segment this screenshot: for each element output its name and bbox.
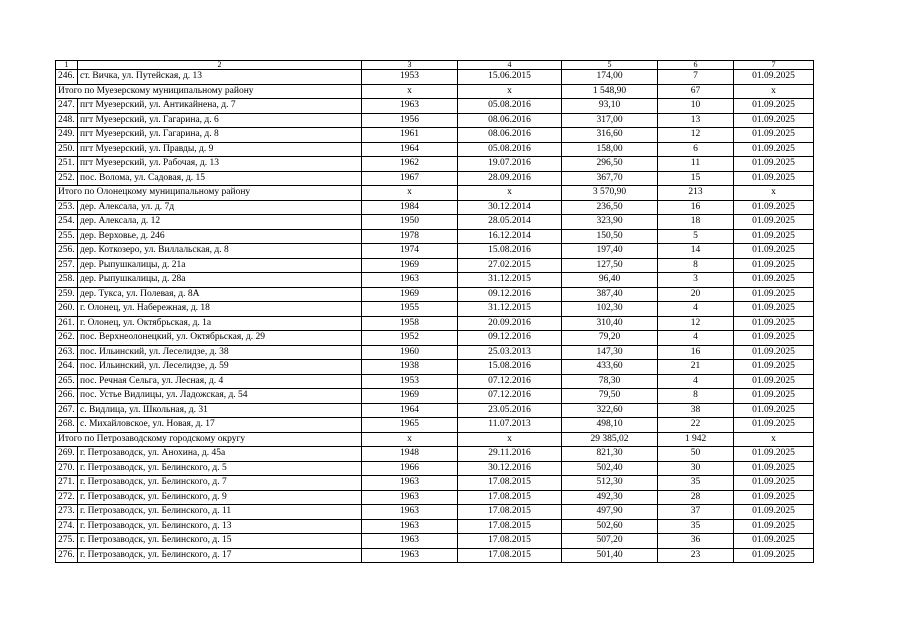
people-cell: 11	[658, 157, 734, 172]
row-number: 262.	[56, 331, 78, 346]
year-cell: 1965	[362, 418, 458, 433]
address-cell: ст. Вичка, ул. Путейская, д. 13	[78, 70, 362, 85]
area-cell: 79,50	[562, 389, 658, 404]
date-cell: 17.08.2015	[458, 548, 562, 563]
deadline-cell: 01.09.2025	[734, 360, 814, 375]
table-row	[56, 519, 814, 534]
deadline-cell: 01.09.2025	[734, 476, 814, 491]
deadline-cell: 01.09.2025	[734, 505, 814, 520]
deadline-cell: 01.09.2025	[734, 490, 814, 505]
deadline-cell: 01.09.2025	[734, 302, 814, 317]
table-row	[56, 316, 814, 331]
table-body	[56, 61, 814, 563]
people-cell: 36	[658, 534, 734, 549]
row-number: 263.	[56, 345, 78, 360]
deadline-cell: 01.09.2025	[734, 273, 814, 288]
row-number: 274.	[56, 519, 78, 534]
table-row	[56, 171, 814, 186]
date-cell: 17.08.2015	[458, 476, 562, 491]
table-row	[56, 287, 814, 302]
people-cell: 213	[658, 186, 734, 201]
area-cell: 174,00	[562, 70, 658, 85]
table-row	[56, 200, 814, 215]
table-row	[56, 302, 814, 317]
date-cell: 30.12.2014	[458, 200, 562, 215]
row-number: 252.	[56, 171, 78, 186]
year-cell: 1969	[362, 287, 458, 302]
deadline-cell: 01.09.2025	[734, 331, 814, 346]
area-cell: 78,30	[562, 374, 658, 389]
date-cell: 27.02.2015	[458, 258, 562, 273]
table-row	[56, 418, 814, 433]
subtotal-row	[56, 84, 814, 99]
row-number: 275.	[56, 534, 78, 549]
area-cell: 497,90	[562, 505, 658, 520]
row-number: 270.	[56, 461, 78, 476]
deadline-cell: 01.09.2025	[734, 157, 814, 172]
area-cell: 29 385,02	[562, 432, 658, 447]
area-cell: 387,40	[562, 287, 658, 302]
table-row	[56, 505, 814, 520]
address-cell: дер. Рыпушкалицы, д. 21а	[78, 258, 362, 273]
table-row	[56, 273, 814, 288]
people-cell: 5	[658, 229, 734, 244]
people-cell: 13	[658, 113, 734, 128]
date-cell: 05.08.2016	[458, 142, 562, 157]
area-cell: 322,60	[562, 403, 658, 418]
date-cell: 09.12.2016	[458, 331, 562, 346]
area-cell: 3 570,90	[562, 186, 658, 201]
address-cell: дер. Коткозеро, ул. Виллальская, д. 8	[78, 244, 362, 259]
address-cell: дер. Рыпушкалицы, д. 28а	[78, 273, 362, 288]
address-cell: пос. Ильинский, ул. Леселидзе, д. 59	[78, 360, 362, 375]
row-number: 271.	[56, 476, 78, 491]
table-row	[56, 70, 814, 85]
year-cell: 1964	[362, 403, 458, 418]
people-cell: 12	[658, 316, 734, 331]
address-cell: пгт Муезерский, ул. Гагарина, д. 6	[78, 113, 362, 128]
address-cell: г. Петрозаводск, ул. Белинского, д. 7	[78, 476, 362, 491]
deadline-cell: 01.09.2025	[734, 389, 814, 404]
area-cell: 501,40	[562, 548, 658, 563]
year-cell: 1963	[362, 273, 458, 288]
address-cell: г. Петрозаводск, ул. Белинского, д. 13	[78, 519, 362, 534]
year-cell: 1953	[362, 374, 458, 389]
people-cell: 21	[658, 360, 734, 375]
year-cell: 1969	[362, 258, 458, 273]
row-number: 265.	[56, 374, 78, 389]
year-cell: 1956	[362, 113, 458, 128]
year-cell: 1967	[362, 171, 458, 186]
address-cell: дер. Алексала, д. 12	[78, 215, 362, 230]
people-cell: 23	[658, 548, 734, 563]
table-row	[56, 99, 814, 114]
deadline-cell: 01.09.2025	[734, 287, 814, 302]
people-cell: 8	[658, 258, 734, 273]
address-cell: пос. Речная Сельга, ул. Лесная, д. 4	[78, 374, 362, 389]
year-cell: 1963	[362, 476, 458, 491]
column-number: 2	[78, 61, 362, 70]
table-row	[56, 229, 814, 244]
address-cell: дер. Верховье, д. 246	[78, 229, 362, 244]
row-number: 261.	[56, 316, 78, 331]
deadline-cell: 01.09.2025	[734, 113, 814, 128]
area-cell: 498,10	[562, 418, 658, 433]
row-number: 254.	[56, 215, 78, 230]
address-cell: г. Олонец, ул. Октябрьская, д. 1а	[78, 316, 362, 331]
year-cell: x	[362, 432, 458, 447]
date-cell: 23.05.2016	[458, 403, 562, 418]
subtotal-row	[56, 432, 814, 447]
deadline-cell: x	[734, 186, 814, 201]
area-cell: 433,60	[562, 360, 658, 375]
year-cell: 1963	[362, 490, 458, 505]
year-cell: 1974	[362, 244, 458, 259]
row-number: 258.	[56, 273, 78, 288]
area-cell: 502,40	[562, 461, 658, 476]
row-number: 251.	[56, 157, 78, 172]
column-number: 1	[56, 61, 78, 70]
address-cell: г. Петрозаводск, ул. Белинского, д. 5	[78, 461, 362, 476]
date-cell: 11.07.2013	[458, 418, 562, 433]
address-cell: г. Петрозаводск, ул. Анохина, д. 45а	[78, 447, 362, 462]
area-cell: 317,00	[562, 113, 658, 128]
area-cell: 502,60	[562, 519, 658, 534]
year-cell: 1960	[362, 345, 458, 360]
deadline-cell: x	[734, 432, 814, 447]
area-cell: 127,50	[562, 258, 658, 273]
date-cell: 17.08.2015	[458, 534, 562, 549]
area-cell: 102,30	[562, 302, 658, 317]
area-cell: 323,90	[562, 215, 658, 230]
people-cell: 4	[658, 331, 734, 346]
year-cell: x	[362, 186, 458, 201]
people-cell: 12	[658, 128, 734, 143]
subtotal-label: Итого по Петрозаводскому городскому округу	[56, 432, 362, 447]
deadline-cell: 01.09.2025	[734, 403, 814, 418]
area-cell: 367,70	[562, 171, 658, 186]
date-cell: 28.09.2016	[458, 171, 562, 186]
people-cell: 67	[658, 84, 734, 99]
year-cell: 1966	[362, 461, 458, 476]
table-row	[56, 548, 814, 563]
people-cell: 16	[658, 200, 734, 215]
year-cell: x	[362, 84, 458, 99]
table-row	[56, 461, 814, 476]
people-cell: 3	[658, 273, 734, 288]
area-cell: 93,10	[562, 99, 658, 114]
deadline-cell: 01.09.2025	[734, 316, 814, 331]
column-number: 3	[362, 61, 458, 70]
row-number: 259.	[56, 287, 78, 302]
column-number: 4	[458, 61, 562, 70]
year-cell: 1969	[362, 389, 458, 404]
area-cell: 492,30	[562, 490, 658, 505]
row-number: 248.	[56, 113, 78, 128]
address-cell: дер. Алексала, ул. д. 7д	[78, 200, 362, 215]
row-number: 250.	[56, 142, 78, 157]
area-cell: 512,30	[562, 476, 658, 491]
address-cell: с. Михайловское, ул. Новая, д. 17	[78, 418, 362, 433]
area-cell: 197,40	[562, 244, 658, 259]
date-cell: 17.08.2015	[458, 490, 562, 505]
people-cell: 8	[658, 389, 734, 404]
people-cell: 1 942	[658, 432, 734, 447]
address-cell: пгт Муезерский, ул. Гагарина, д. 8	[78, 128, 362, 143]
address-cell: пос. Ильинский, ул. Леселидзе, д. 38	[78, 345, 362, 360]
row-number: 267.	[56, 403, 78, 418]
row-number: 264.	[56, 360, 78, 375]
subtotal-label: Итого по Олонецкому муниципальному району	[56, 186, 362, 201]
table-row	[56, 389, 814, 404]
people-cell: 35	[658, 519, 734, 534]
year-cell: 1963	[362, 505, 458, 520]
deadline-cell: x	[734, 84, 814, 99]
area-cell: 236,50	[562, 200, 658, 215]
year-cell: 1964	[362, 142, 458, 157]
date-cell: 15.08.2016	[458, 244, 562, 259]
address-cell: пгт Муезерский, ул. Правды, д. 9	[78, 142, 362, 157]
address-cell: г. Петрозаводск, ул. Белинского, д. 11	[78, 505, 362, 520]
area-cell: 1 548,90	[562, 84, 658, 99]
people-cell: 15	[658, 171, 734, 186]
deadline-cell: 01.09.2025	[734, 345, 814, 360]
deadline-cell: 01.09.2025	[734, 461, 814, 476]
address-cell: дер. Тукса, ул. Полевая, д. 8А	[78, 287, 362, 302]
row-number: 268.	[56, 418, 78, 433]
deadline-cell: 01.09.2025	[734, 128, 814, 143]
date-cell: 31.12.2015	[458, 302, 562, 317]
address-cell: пос. Волома, ул. Садовая, д. 15	[78, 171, 362, 186]
column-number-row	[56, 61, 814, 70]
table-row	[56, 331, 814, 346]
table-row	[56, 128, 814, 143]
table-row	[56, 403, 814, 418]
date-cell: 19.07.2016	[458, 157, 562, 172]
date-cell: x	[458, 432, 562, 447]
date-cell: 30.12.2016	[458, 461, 562, 476]
year-cell: 1963	[362, 548, 458, 563]
deadline-cell: 01.09.2025	[734, 70, 814, 85]
table-row	[56, 360, 814, 375]
address-cell: г. Петрозаводск, ул. Белинского, д. 17	[78, 548, 362, 563]
date-cell: 17.08.2015	[458, 505, 562, 520]
table-row	[56, 244, 814, 259]
subtotal-label: Итого по Муезерскому муниципальному району	[56, 84, 362, 99]
table-row	[56, 534, 814, 549]
table-row	[56, 113, 814, 128]
people-cell: 38	[658, 403, 734, 418]
people-cell: 35	[658, 476, 734, 491]
address-cell: г. Петрозаводск, ул. Белинского, д. 15	[78, 534, 362, 549]
deadline-cell: 01.09.2025	[734, 519, 814, 534]
row-number: 247.	[56, 99, 78, 114]
date-cell: 15.08.2016	[458, 360, 562, 375]
date-cell: 17.08.2015	[458, 519, 562, 534]
housing-table	[55, 60, 814, 563]
year-cell: 1963	[362, 534, 458, 549]
deadline-cell: 01.09.2025	[734, 99, 814, 114]
table-row	[56, 490, 814, 505]
subtotal-row	[56, 186, 814, 201]
year-cell: 1955	[362, 302, 458, 317]
address-cell: пгт Муезерский, ул. Антикайнена, д. 7	[78, 99, 362, 114]
people-cell: 4	[658, 374, 734, 389]
people-cell: 14	[658, 244, 734, 259]
people-cell: 6	[658, 142, 734, 157]
table-row	[56, 476, 814, 491]
row-number: 257.	[56, 258, 78, 273]
area-cell: 316,60	[562, 128, 658, 143]
people-cell: 20	[658, 287, 734, 302]
year-cell: 1938	[362, 360, 458, 375]
area-cell: 150,50	[562, 229, 658, 244]
row-number: 253.	[56, 200, 78, 215]
deadline-cell: 01.09.2025	[734, 215, 814, 230]
table-row	[56, 374, 814, 389]
row-number: 276.	[56, 548, 78, 563]
year-cell: 1952	[362, 331, 458, 346]
year-cell: 1962	[362, 157, 458, 172]
address-cell: г. Олонец, ул. Набережная, д. 18	[78, 302, 362, 317]
deadline-cell: 01.09.2025	[734, 534, 814, 549]
date-cell: 05.08.2016	[458, 99, 562, 114]
table-row	[56, 447, 814, 462]
column-number: 5	[562, 61, 658, 70]
table-row	[56, 258, 814, 273]
date-cell: 28.05.2014	[458, 215, 562, 230]
row-number: 255.	[56, 229, 78, 244]
year-cell: 1978	[362, 229, 458, 244]
address-cell: г. Петрозаводск, ул. Белинского, д. 9	[78, 490, 362, 505]
people-cell: 10	[658, 99, 734, 114]
area-cell: 296,50	[562, 157, 658, 172]
area-cell: 79,20	[562, 331, 658, 346]
year-cell: 1961	[362, 128, 458, 143]
people-cell: 7	[658, 70, 734, 85]
area-cell: 507,20	[562, 534, 658, 549]
date-cell: 08.06.2016	[458, 128, 562, 143]
date-cell: 31.12.2015	[458, 273, 562, 288]
address-cell: с. Видлица, ул. Школьная, д. 31	[78, 403, 362, 418]
deadline-cell: 01.09.2025	[734, 171, 814, 186]
people-cell: 22	[658, 418, 734, 433]
area-cell: 310,40	[562, 316, 658, 331]
people-cell: 28	[658, 490, 734, 505]
deadline-cell: 01.09.2025	[734, 142, 814, 157]
area-cell: 821,30	[562, 447, 658, 462]
area-cell: 158,00	[562, 142, 658, 157]
row-number: 249.	[56, 128, 78, 143]
row-number: 273.	[56, 505, 78, 520]
date-cell: 25.03.2013	[458, 345, 562, 360]
table-row	[56, 142, 814, 157]
year-cell: 1948	[362, 447, 458, 462]
area-cell: 147,30	[562, 345, 658, 360]
address-cell: пос. Устье Видлицы, ул. Ладожская, д. 54	[78, 389, 362, 404]
year-cell: 1950	[362, 215, 458, 230]
year-cell: 1984	[362, 200, 458, 215]
year-cell: 1963	[362, 519, 458, 534]
column-number: 7	[734, 61, 814, 70]
year-cell: 1953	[362, 70, 458, 85]
date-cell: x	[458, 186, 562, 201]
people-cell: 37	[658, 505, 734, 520]
date-cell: 09.12.2016	[458, 287, 562, 302]
table-row	[56, 215, 814, 230]
date-cell: 29.11.2016	[458, 447, 562, 462]
deadline-cell: 01.09.2025	[734, 258, 814, 273]
table-row	[56, 345, 814, 360]
address-cell: пос. Верхнеолонецкий, ул. Октябрьская, д. 29	[78, 331, 362, 346]
deadline-cell: 01.09.2025	[734, 374, 814, 389]
row-number: 256.	[56, 244, 78, 259]
people-cell: 30	[658, 461, 734, 476]
year-cell: 1963	[362, 99, 458, 114]
year-cell: 1958	[362, 316, 458, 331]
people-cell: 4	[658, 302, 734, 317]
date-cell: 08.06.2016	[458, 113, 562, 128]
deadline-cell: 01.09.2025	[734, 229, 814, 244]
date-cell: 07.12.2016	[458, 374, 562, 389]
column-number: 6	[658, 61, 734, 70]
date-cell: 07.12.2016	[458, 389, 562, 404]
table-row	[56, 157, 814, 172]
row-number: 266.	[56, 389, 78, 404]
row-number: 269.	[56, 447, 78, 462]
row-number: 260.	[56, 302, 78, 317]
date-cell: x	[458, 84, 562, 99]
date-cell: 15.06.2015	[458, 70, 562, 85]
date-cell: 20.09.2016	[458, 316, 562, 331]
people-cell: 50	[658, 447, 734, 462]
people-cell: 16	[658, 345, 734, 360]
date-cell: 16.12.2014	[458, 229, 562, 244]
address-cell: пгт Муезерский, ул. Рабочая, д. 13	[78, 157, 362, 172]
row-number: 246.	[56, 70, 78, 85]
row-number: 272.	[56, 490, 78, 505]
deadline-cell: 01.09.2025	[734, 200, 814, 215]
deadline-cell: 01.09.2025	[734, 447, 814, 462]
people-cell: 18	[658, 215, 734, 230]
deadline-cell: 01.09.2025	[734, 548, 814, 563]
deadline-cell: 01.09.2025	[734, 244, 814, 259]
area-cell: 96,40	[562, 273, 658, 288]
deadline-cell: 01.09.2025	[734, 418, 814, 433]
